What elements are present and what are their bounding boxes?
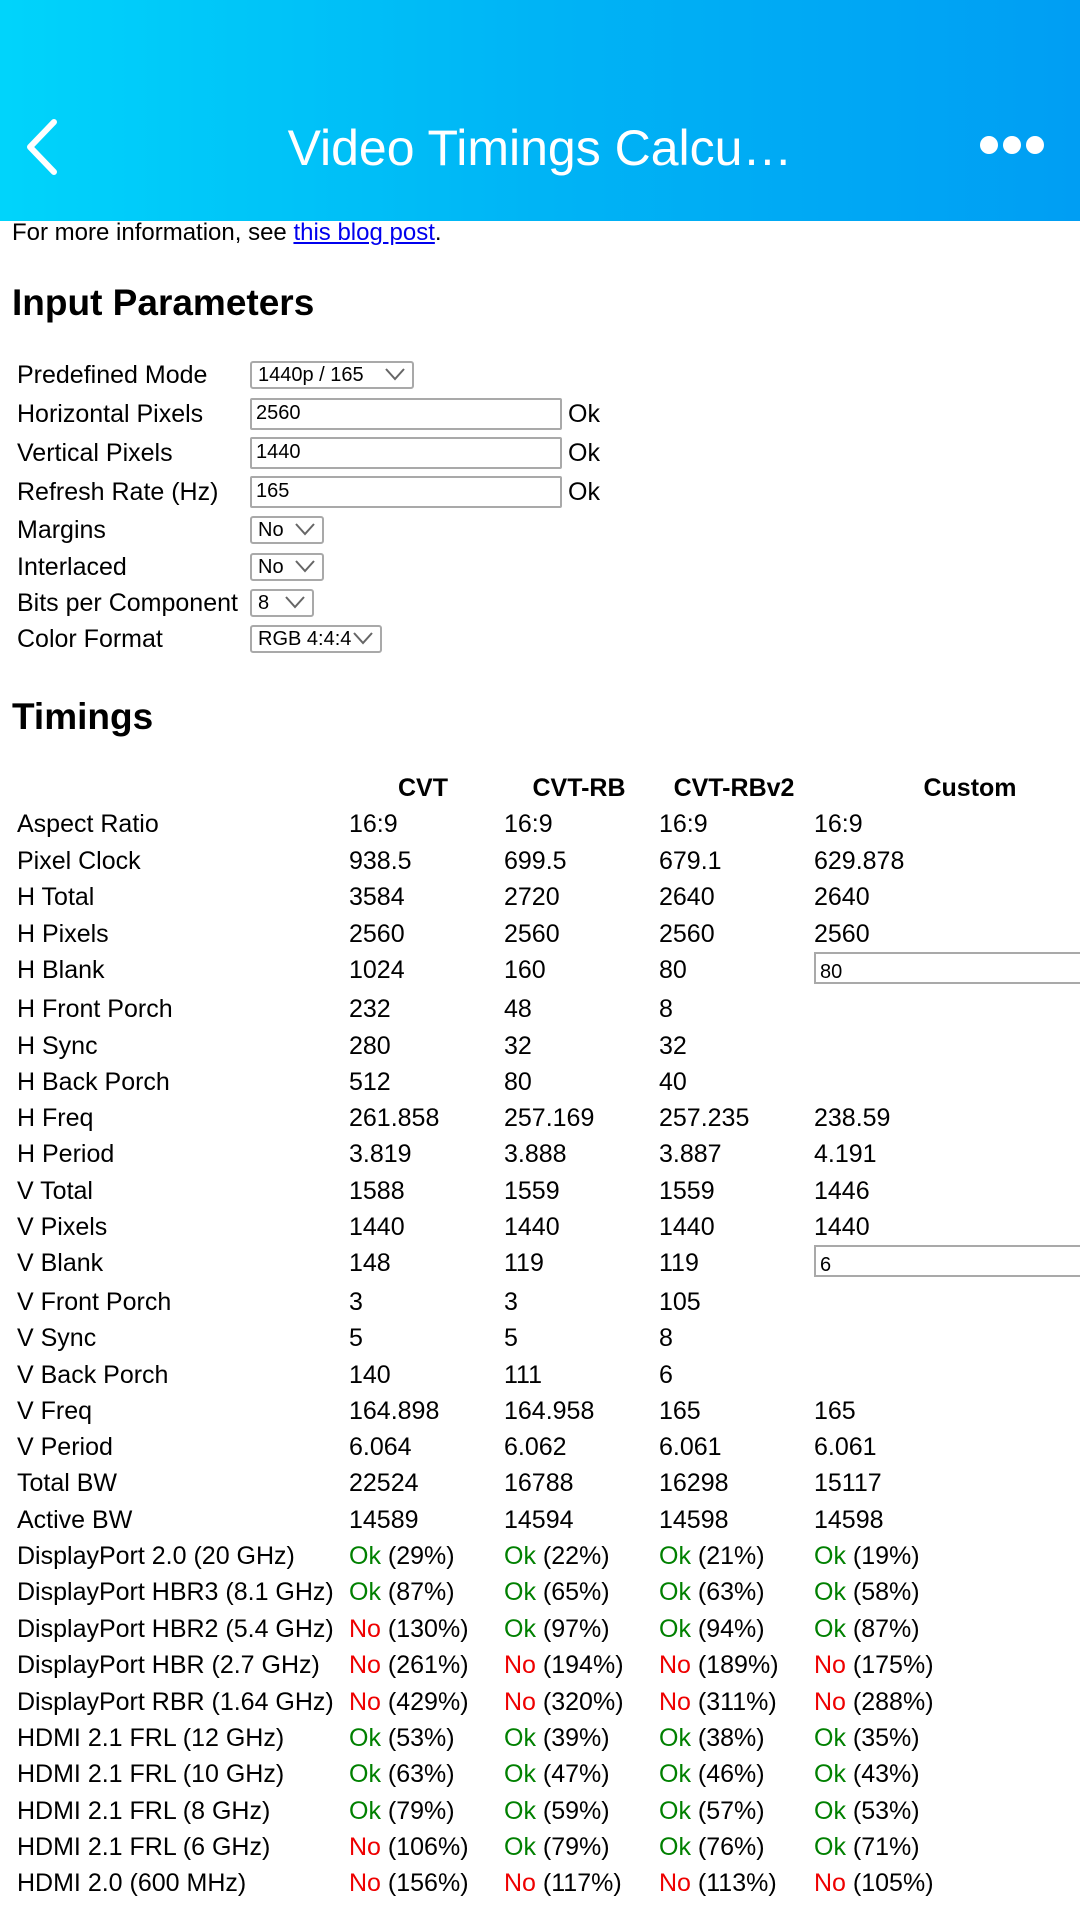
percentage: (261%) [387, 1651, 469, 1679]
param-label: Refresh Rate (Hz) [17, 478, 219, 506]
bandwidth-cell [659, 1829, 765, 1865]
status-no: No [349, 1833, 381, 1861]
row-label: Total BW [17, 1469, 118, 1497]
cell-value: 16:9 [659, 810, 708, 838]
percentage: (87%) [387, 1578, 455, 1606]
column-header-custom: Custom [923, 774, 1017, 802]
select-value: 1440p / 165 [258, 364, 364, 386]
cell-value: 6 [659, 1361, 673, 1389]
percentage: (79%) [387, 1797, 455, 1825]
row-label: V Blank [17, 1249, 104, 1277]
table-row [12, 1320, 1080, 1356]
table-row [12, 1064, 1080, 1100]
bandwidth-cell [659, 1865, 777, 1901]
cell-value: 6.064 [349, 1433, 412, 1461]
select-value: No [258, 519, 284, 541]
param-label: Horizontal Pixels [17, 400, 204, 428]
table-row [12, 1829, 1080, 1865]
table-row [12, 991, 1080, 1027]
row-label: DisplayPort HBR (2.7 GHz) [17, 1651, 320, 1679]
status-ok: Ok [568, 400, 600, 428]
percentage: (288%) [852, 1688, 934, 1716]
timings-heading: Timings [12, 696, 154, 737]
percentage: (22%) [542, 1542, 610, 1570]
status-ok: Ok [504, 1833, 536, 1861]
cell-value: 165 [659, 1397, 701, 1425]
status-ok: Ok [814, 1797, 846, 1825]
param-label: Vertical Pixels [17, 439, 173, 467]
status-no: No [814, 1869, 846, 1897]
bandwidth-cell [659, 1538, 765, 1574]
status-ok: Ok [568, 478, 600, 506]
percentage: (21%) [697, 1542, 765, 1570]
cell-value: 6.062 [504, 1433, 567, 1461]
chevron-down-icon [352, 630, 374, 646]
column-header-cvt: CVT [398, 774, 448, 802]
table-row [12, 1429, 1080, 1465]
status-no: No [349, 1651, 381, 1679]
status-ok: Ok [814, 1833, 846, 1861]
timings-header [12, 770, 1080, 806]
bandwidth-cell [504, 1574, 610, 1610]
cell-value: 679.1 [659, 847, 722, 875]
status-no: No [814, 1651, 846, 1679]
status-no: No [349, 1615, 381, 1643]
cell-value: 140 [349, 1361, 391, 1389]
cell-value: 32 [659, 1032, 687, 1060]
cell-value: 15117 [814, 1469, 882, 1497]
status-ok: Ok [504, 1578, 536, 1606]
status-ok: Ok [504, 1797, 536, 1825]
row-label: V Sync [17, 1324, 97, 1352]
row-label: HDMI 2.1 FRL (6 GHz) [17, 1833, 271, 1861]
percentage: (79%) [542, 1833, 610, 1861]
status-no: No [504, 1651, 536, 1679]
percentage: (65%) [542, 1578, 610, 1606]
cell-value: 16298 [659, 1469, 729, 1497]
cell-value: 280 [349, 1032, 391, 1060]
margins-select[interactable] [250, 516, 324, 544]
cell-value: 257.235 [659, 1104, 750, 1132]
percentage: (97%) [542, 1615, 610, 1643]
param-label: Predefined Mode [17, 361, 208, 389]
status-ok: Ok [814, 1542, 846, 1570]
percentage: (320%) [542, 1688, 624, 1716]
percentage: (113%) [697, 1869, 777, 1897]
cell-value: 2560 [504, 920, 560, 948]
bandwidth-cell [659, 1684, 777, 1720]
cell-value: 22524 [349, 1469, 419, 1497]
percentage: (59%) [542, 1797, 610, 1825]
blog-post-link[interactable]: this blog post [293, 219, 435, 246]
percentage: (46%) [697, 1760, 765, 1788]
input-parameters-heading: Input Parameters [12, 282, 315, 323]
cell-value: 48 [504, 995, 532, 1023]
chevron-left-icon [18, 112, 68, 182]
bits-per-component-select[interactable] [250, 589, 314, 617]
bandwidth-cell [504, 1720, 610, 1756]
app-bar [0, 0, 1080, 221]
param-label: Bits per Component [17, 589, 238, 617]
status-ok: Ok [349, 1578, 381, 1606]
row-label: HDMI 2.0 (600 MHz) [17, 1869, 247, 1897]
more-options-icon[interactable] [980, 136, 1050, 158]
bandwidth-cell [814, 1720, 920, 1756]
bandwidth-cell [814, 1829, 920, 1865]
cell-value: 261.858 [349, 1104, 440, 1132]
cell-value: 2560 [814, 920, 870, 948]
info-text: For more information, see this blog post. [12, 219, 442, 246]
param-label: Color Format [17, 625, 163, 653]
percentage: (63%) [387, 1760, 455, 1788]
bandwidth-cell [349, 1538, 455, 1574]
cell-value: 105 [659, 1288, 701, 1316]
cell-value: 5 [349, 1324, 363, 1352]
percentage: (53%) [387, 1724, 455, 1752]
percentage: (130%) [387, 1615, 469, 1643]
cell-value: 164.898 [349, 1397, 440, 1425]
predefined-mode-select[interactable] [250, 361, 414, 389]
table-row [12, 1393, 1080, 1429]
status-ok: Ok [814, 1578, 846, 1606]
bandwidth-cell [814, 1793, 920, 1829]
bandwidth-cell [504, 1865, 622, 1901]
cell-value: 2560 [659, 920, 715, 948]
cell-value: 232 [349, 995, 391, 1023]
row-label: HDMI 2.1 FRL (10 GHz) [17, 1760, 285, 1788]
percentage: (106%) [387, 1833, 469, 1861]
bandwidth-cell [814, 1756, 920, 1792]
refresh-rate-hz-input[interactable]: 165 [250, 476, 562, 508]
bandwidth-cell [349, 1574, 455, 1610]
param-label: Interlaced [17, 553, 127, 581]
bandwidth-cell [349, 1611, 469, 1647]
table-row [12, 1357, 1080, 1393]
vertical-pixels-input[interactable]: 1440 [250, 437, 562, 469]
bandwidth-cell [504, 1793, 610, 1829]
row-label: DisplayPort HBR3 (8.1 GHz) [17, 1578, 334, 1606]
table-row [12, 1100, 1080, 1136]
cell-value: 40 [659, 1068, 687, 1096]
status-ok: Ok [659, 1797, 691, 1825]
percentage: (117%) [542, 1869, 622, 1897]
status-no: No [504, 1688, 536, 1716]
table-row [12, 1793, 1080, 1829]
row-label: H Blank [17, 956, 105, 984]
bandwidth-cell [814, 1611, 920, 1647]
cell-value: 14594 [504, 1506, 574, 1534]
cell-value: 3.819 [349, 1140, 412, 1168]
percentage: (63%) [697, 1578, 765, 1606]
cell-value: 5 [504, 1324, 518, 1352]
table-row [12, 1173, 1080, 1209]
custom-h-blank-input[interactable]: 80 [814, 952, 1080, 984]
chevron-down-icon [284, 594, 306, 610]
cell-value: 6.061 [659, 1433, 722, 1461]
bandwidth-cell [504, 1611, 610, 1647]
percentage: (76%) [697, 1833, 765, 1861]
row-label: H Period [17, 1140, 115, 1168]
percentage: (94%) [697, 1615, 765, 1643]
row-label: DisplayPort HBR2 (5.4 GHz) [17, 1615, 334, 1643]
bandwidth-cell [659, 1720, 765, 1756]
cell-value: 148 [349, 1249, 391, 1277]
content [12, 216, 1080, 1897]
status-no: No [504, 1869, 536, 1897]
status-no: No [659, 1869, 691, 1897]
table-row [12, 1611, 1080, 1647]
row-label: HDMI 2.1 FRL (12 GHz) [17, 1724, 285, 1752]
row-label: H Freq [17, 1104, 94, 1132]
bandwidth-cell [659, 1647, 779, 1683]
row-label: V Front Porch [17, 1288, 172, 1316]
table-row [12, 1245, 1080, 1281]
cell-value: 8 [659, 995, 673, 1023]
table-row [12, 952, 1080, 988]
bandwidth-cell [814, 1574, 920, 1610]
percentage: (58%) [852, 1578, 920, 1606]
select-value: RGB 4:4:4 [258, 628, 352, 650]
percentage: (35%) [852, 1724, 920, 1752]
chevron-down-icon [294, 558, 316, 574]
status-ok: Ok [568, 439, 600, 467]
horizontal-pixels-input[interactable]: 2560 [250, 398, 562, 430]
bandwidth-cell [349, 1756, 455, 1792]
cell-value: 119 [504, 1249, 544, 1277]
cell-value: 238.59 [814, 1104, 891, 1132]
bandwidth-cell [659, 1611, 765, 1647]
table-row [12, 843, 1080, 879]
status-ok: Ok [504, 1542, 536, 1570]
cell-value: 16788 [504, 1469, 574, 1497]
status-ok: Ok [814, 1760, 846, 1788]
bandwidth-cell [504, 1829, 610, 1865]
status-no: No [349, 1688, 381, 1716]
status-ok: Ok [349, 1760, 381, 1788]
status-ok: Ok [814, 1615, 846, 1643]
bandwidth-cell [814, 1865, 934, 1901]
status-ok: Ok [659, 1760, 691, 1788]
row-label: V Freq [17, 1397, 93, 1425]
percentage: (189%) [697, 1651, 779, 1679]
table-row [12, 1865, 1080, 1901]
bandwidth-cell [349, 1865, 469, 1901]
row-label: DisplayPort RBR (1.64 GHz) [17, 1688, 334, 1716]
status-no: No [814, 1688, 846, 1716]
cell-value: 3.887 [659, 1140, 722, 1168]
percentage: (175%) [852, 1651, 934, 1679]
cell-value: 119 [659, 1249, 699, 1277]
row-label: V Back Porch [17, 1361, 169, 1389]
row-label: V Total [17, 1177, 93, 1205]
percentage: (29%) [387, 1542, 455, 1570]
bandwidth-cell [659, 1793, 765, 1829]
row-label: H Sync [17, 1032, 98, 1060]
chevron-down-icon [384, 366, 406, 382]
table-row [12, 1465, 1080, 1501]
percentage: (156%) [387, 1869, 469, 1897]
bandwidth-cell [814, 1538, 920, 1574]
cell-value: 257.169 [504, 1104, 595, 1132]
row-label: Pixel Clock [17, 847, 141, 875]
table-row [12, 1720, 1080, 1756]
status-ok: Ok [659, 1542, 691, 1570]
cell-value: 2640 [659, 883, 715, 911]
percentage: (194%) [542, 1651, 624, 1679]
percentage: (38%) [697, 1724, 765, 1752]
color-format-select[interactable] [250, 625, 382, 653]
page-title: Video Timings Calcu… [287, 120, 793, 176]
cell-value: 80 [504, 1068, 532, 1096]
status-ok: Ok [659, 1578, 691, 1606]
back-button[interactable] [18, 112, 68, 182]
row-label: H Total [17, 883, 95, 911]
cell-value: 4.191 [814, 1140, 877, 1168]
table-row [12, 1538, 1080, 1574]
status-ok: Ok [659, 1833, 691, 1861]
column-header-cvt-rbv2: CVT-RBv2 [673, 774, 795, 802]
status-ok: Ok [504, 1760, 536, 1788]
table-row [12, 916, 1080, 952]
cell-value: 14589 [349, 1506, 419, 1534]
bandwidth-cell [349, 1684, 469, 1720]
bandwidth-cell [504, 1756, 610, 1792]
table-row [12, 1684, 1080, 1720]
percentage: (39%) [542, 1724, 610, 1752]
percentage: (53%) [852, 1797, 920, 1825]
cell-value: 8 [659, 1324, 673, 1352]
percentage: (19%) [852, 1542, 920, 1570]
column-header-cvt-rb: CVT-RB [532, 774, 626, 802]
row-label: H Back Porch [17, 1068, 170, 1096]
cell-value: 111 [504, 1361, 543, 1389]
cell-value: 1588 [349, 1177, 405, 1205]
row-label: DisplayPort 2.0 (20 GHz) [17, 1542, 295, 1570]
bandwidth-cell [349, 1647, 469, 1683]
cell-value: 14598 [814, 1506, 884, 1534]
cell-value: 2640 [814, 883, 870, 911]
percentage: (105%) [852, 1869, 934, 1897]
cell-value: 699.5 [504, 847, 567, 875]
select-value: No [258, 556, 284, 578]
status-no: No [659, 1688, 691, 1716]
row-label: Aspect Ratio [17, 810, 159, 838]
bandwidth-cell [349, 1793, 455, 1829]
cell-value: 3.888 [504, 1140, 567, 1168]
cell-value: 1440 [349, 1213, 405, 1241]
row-label: V Pixels [17, 1213, 108, 1241]
bandwidth-cell [814, 1647, 934, 1683]
percentage: (43%) [852, 1760, 920, 1788]
cell-value: 32 [504, 1032, 532, 1060]
status-ok: Ok [349, 1542, 381, 1570]
row-label: H Pixels [17, 920, 109, 948]
cell-value: 6.061 [814, 1433, 877, 1461]
status-ok: Ok [349, 1797, 381, 1825]
cell-value: 80 [659, 956, 687, 984]
cell-value: 1559 [504, 1177, 560, 1205]
table-row [12, 1028, 1080, 1064]
cell-value: 938.5 [349, 847, 412, 875]
cell-value: 16:9 [814, 810, 863, 838]
bandwidth-cell [659, 1756, 765, 1792]
table-row [12, 1209, 1080, 1245]
cell-value: 3584 [349, 883, 405, 911]
status-ok: Ok [814, 1724, 846, 1752]
table-row [12, 1136, 1080, 1172]
cell-value: 16:9 [349, 810, 398, 838]
cell-value: 3 [349, 1288, 363, 1316]
custom-v-blank-input[interactable]: 6 [814, 1245, 1080, 1277]
table-row [12, 1284, 1080, 1320]
param-label: Margins [17, 516, 106, 544]
cell-value: 1440 [504, 1213, 560, 1241]
row-label: HDMI 2.1 FRL (8 GHz) [17, 1797, 271, 1825]
percentage: (57%) [697, 1797, 765, 1825]
bandwidth-cell [504, 1684, 624, 1720]
cell-value: 1440 [659, 1213, 715, 1241]
percentage: (311%) [697, 1688, 777, 1716]
table-row [12, 1574, 1080, 1610]
bandwidth-cell [504, 1538, 610, 1574]
status-ok: Ok [349, 1724, 381, 1752]
status-no: No [659, 1651, 691, 1679]
row-label: H Front Porch [17, 995, 173, 1023]
bandwidth-cell [349, 1829, 469, 1865]
cell-value: 512 [349, 1068, 391, 1096]
cell-value: 2560 [349, 920, 405, 948]
row-label: V Period [17, 1433, 113, 1461]
cell-value: 2720 [504, 883, 560, 911]
cell-value: 1440 [814, 1213, 870, 1241]
bandwidth-cell [814, 1684, 934, 1720]
bandwidth-cell [349, 1720, 455, 1756]
status-ok: Ok [504, 1615, 536, 1643]
percentage: (429%) [387, 1688, 469, 1716]
percentage: (71%) [852, 1833, 920, 1861]
cell-value: 164.958 [504, 1397, 595, 1425]
chevron-down-icon [294, 521, 316, 537]
percentage: (87%) [852, 1615, 920, 1643]
cell-value: 16:9 [504, 810, 553, 838]
status-ok: Ok [504, 1724, 536, 1752]
status-ok: Ok [659, 1724, 691, 1752]
cell-value: 629.878 [814, 847, 905, 875]
cell-value: 165 [814, 1397, 856, 1425]
table-row [12, 1647, 1080, 1683]
bandwidth-cell [659, 1574, 765, 1610]
cell-value: 3 [504, 1288, 518, 1316]
table-row [12, 806, 1080, 842]
cell-value: 14598 [659, 1506, 729, 1534]
interlaced-select[interactable] [250, 553, 324, 581]
table-row [12, 1502, 1080, 1538]
cell-value: 160 [504, 956, 546, 984]
bandwidth-cell [504, 1647, 624, 1683]
status-no: No [349, 1869, 381, 1897]
percentage: (47%) [542, 1760, 610, 1788]
cell-value: 1559 [659, 1177, 715, 1205]
row-label: Active BW [17, 1506, 133, 1534]
select-value: 8 [258, 592, 270, 614]
cell-value: 1024 [349, 956, 405, 984]
table-row [12, 879, 1080, 915]
table-row [12, 1756, 1080, 1792]
status-ok: Ok [659, 1615, 691, 1643]
cell-value: 1446 [814, 1177, 870, 1205]
